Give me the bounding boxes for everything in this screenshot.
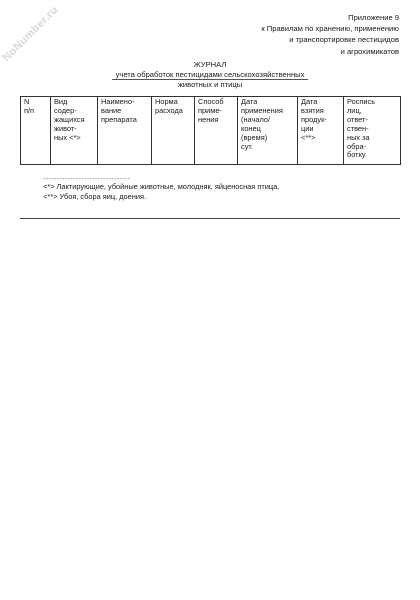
column-header-application-method: Способ приме- нения — [195, 97, 238, 165]
column-header-product-collection-date: Дата взятия продук- ции <**> — [298, 97, 344, 165]
journal-title: ЖУРНАЛ — [193, 60, 227, 69]
footnotes — [43, 182, 279, 201]
column-header-responsible-signature: Роспись лиц, ответ- ствен- ных за обра- ботку — [344, 97, 401, 165]
footnote-item: <*> Лактирующие, убойные животные, молодняк, яйценосная птица. — [43, 182, 280, 191]
footnote-item: <**> Убоя, сбора яиц, доения. — [43, 191, 147, 201]
journal-title-block — [0, 60, 420, 90]
column-header-application-date: Дата применения (начало/ конец (время) сут. — [238, 97, 298, 165]
journal-table — [20, 96, 401, 165]
column-header-dosage-rate: Норма расхода — [152, 97, 195, 165]
appendix-reference-line: и транспортировке пестицидов — [289, 35, 399, 45]
journal-subtitle: учета обработок пестицидами сельскохозяйственных — [112, 70, 309, 80]
watermark: NoNumber.ru — [0, 3, 61, 65]
appendix-header — [261, 12, 399, 57]
page-divider — [20, 218, 400, 219]
column-header-number: N п/п — [21, 97, 51, 165]
appendix-reference-line: к Правилам по хранению, применению — [261, 24, 399, 34]
footnote-separator: -------------------------------- — [43, 176, 131, 183]
table-header-row — [21, 97, 401, 165]
journal-subtitle: животных и птицы — [177, 80, 243, 89]
appendix-number: Приложение 9 — [348, 13, 399, 22]
appendix-reference-line: и агрохимикатов — [340, 46, 399, 56]
column-header-animal-type: Вид содер- жащихся живот- ных <*> — [51, 97, 98, 165]
column-header-preparation-name: Наимено- вание препарата — [98, 97, 152, 165]
